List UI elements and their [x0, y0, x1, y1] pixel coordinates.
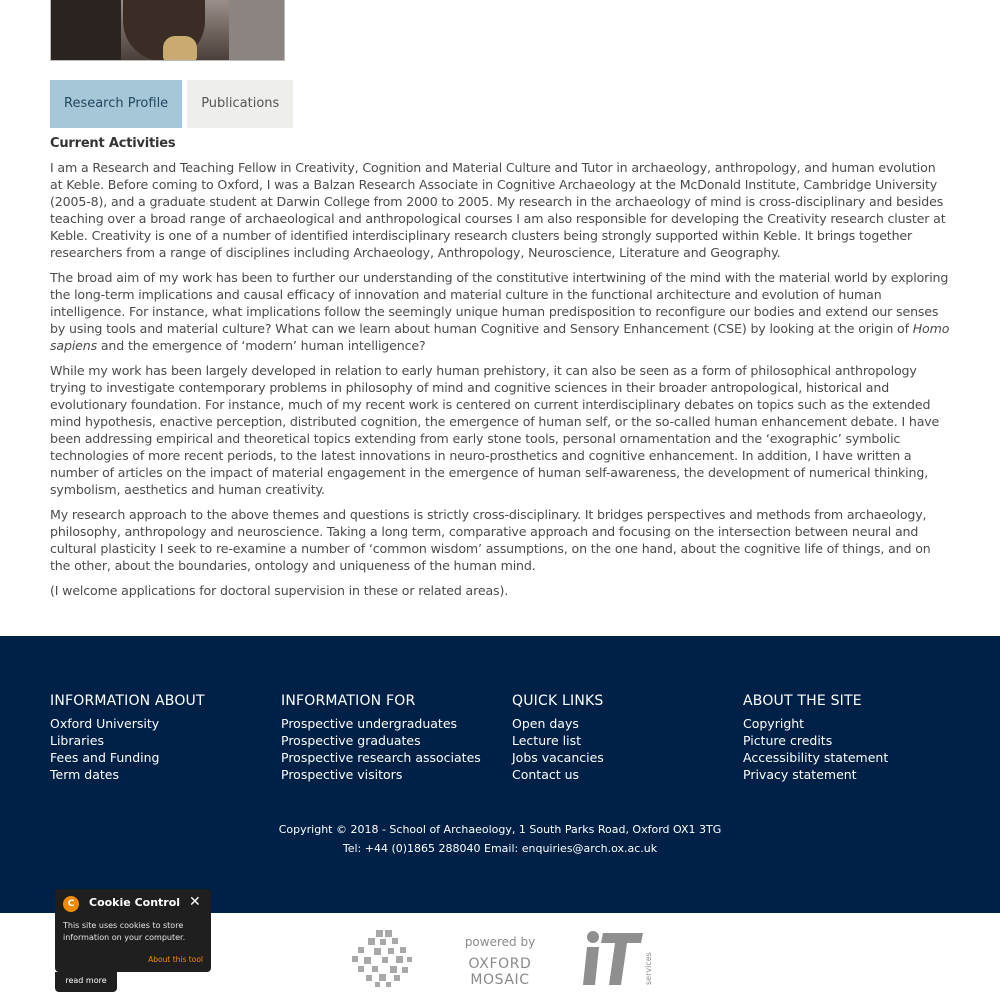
footer-link-prospective-undergraduates[interactable]: Prospective undergraduates — [281, 716, 458, 731]
tab-research-profile[interactable]: Research Profile — [50, 80, 182, 128]
footer-link-libraries[interactable]: Libraries — [50, 733, 104, 748]
paragraph-2-italic: Homo sapiens — [50, 321, 950, 353]
mosaic-logo-icon[interactable] — [350, 928, 414, 988]
photo-object-shape — [163, 36, 197, 61]
footer-link-privacy-statement[interactable]: Privacy statement — [743, 767, 857, 782]
photo-background-shape — [229, 0, 284, 61]
footer-column-information-for — [281, 693, 506, 783]
footer-link-contact-us[interactable]: Contact us — [512, 767, 580, 782]
paragraph-5: (I welcome applications for doctoral supervision in these or related areas). — [50, 583, 509, 598]
cookie-read-more-button[interactable]: read more — [55, 972, 117, 992]
powered-by-text: powered by — [464, 935, 536, 949]
footer-link-oxford-university[interactable]: Oxford University — [50, 716, 160, 731]
research-profile-content — [50, 135, 950, 607]
footer-column-title: INFORMATION ABOUT — [50, 693, 205, 709]
footer-link-lecture-list[interactable]: Lecture list — [512, 733, 582, 748]
it-services-text: services — [644, 952, 653, 985]
footer-column-title: QUICK LINKS — [512, 693, 604, 709]
footer-link-picture-credits[interactable]: Picture credits — [743, 733, 833, 748]
footer-column-title: ABOUT THE SITE — [743, 693, 862, 709]
footer-column-information-about — [50, 693, 275, 783]
photo-hair-shape — [51, 0, 121, 61]
footer-link-copyright[interactable]: Copyright — [743, 716, 805, 731]
footer-link-open-days[interactable]: Open days — [512, 716, 579, 731]
footer-column-title: INFORMATION FOR — [281, 693, 416, 709]
footer-link-jobs-vacancies[interactable]: Jobs vacancies — [512, 750, 604, 765]
footer-link-term-dates[interactable]: Term dates — [50, 767, 119, 782]
footer-column-quick-links — [512, 693, 737, 783]
paragraph-2-text-a: The broad aim of my work has been to further our understanding of the constitutive intertwining of the mind with the material world by exploring the long-term implications and causal efficacy of innovation and material culture in the functional architecture and evolution of human intelligence. For instance, what implications follow the seemingly unique human predisposition to reconfigure our bodies and extend our senses by using tools and material culture? What can we learn about human Cognitive and Sensory Enhancement (CSE) by looking at the origin of — [50, 270, 949, 336]
paragraph-4: My research approach to the above themes and questions is strictly cross-disciplinary. It bridges perspectives and methods from archaeology, philosophy, anthropology and neuroscience. Taking a long term, comparative approach and focusing on the intersection between neural and cultural plasticity I seek to re-examine a number of ‘common wisdom’ assumptions, on the one hand, about the cognitive life of things, and on the other, about the boundaries, ontology and uniqueness of the human mind. — [50, 507, 931, 573]
cookie-title: Cookie Control — [89, 896, 181, 909]
oxford-mosaic-logo[interactable] — [440, 935, 560, 988]
footer-link-prospective-visitors[interactable]: Prospective visitors — [281, 767, 403, 782]
footer-link-prospective-research-associates[interactable]: Prospective research associates — [281, 750, 481, 765]
tab-publications[interactable]: Publications — [187, 80, 293, 128]
footer-contact: Tel: +44 (0)1865 288040 Email: enquiries@arch.ox.ac.uk — [342, 842, 658, 855]
footer-link-fees-and-funding[interactable]: Fees and Funding — [50, 750, 160, 765]
cookie-control-panel — [55, 889, 211, 972]
close-icon[interactable]: ✕ — [189, 894, 201, 910]
paragraph-1: I am a Research and Teaching Fellow in Creativity, Cognition and Material Culture and Tutor in archaeology, anthropology, and human evolution at Keble. Before coming to Oxford, I was a Balzan Research Associate in Cognitive Archaeology at the McDonald Institute, Cambridge University (2005-8), and a graduate student at Darwin College from 2000 to 2005. My research in the archaeology of mind is cross-disciplinary and besides teaching over a broad range of archaeological and anthropological courses I am also responsible for developing the Creativity research cluster at Keble. Creativity is one of a number of identified interdisciplinary research clusters being strongly supported within Keble. It brings together researchers from a range of disciplines including Archaeology, Anthropology, Neuroscience, Literature and Geography. — [50, 160, 946, 260]
paragraph-3: While my work has been largely developed in relation to early human prehistory, it can also be seen as a form of philosophical anthropology trying to investigate contemporary problems in philosophy of mind and cognitive sciences in their broader antropological, historical and evolutionary foundation. For instance, much of my recent work is centered on current interdisciplinary debates on topics such as the extended mind hypothesis, enactive perception, distributed cognition, the emergence of human self, or the so-called human enhancement debate. I have been addressing empirical and theoretical topics extending from early stone tools, personal ornamentation and the ‘exographic’ symbolic technologies of more recent periods, to the latest innovations in neuro-prosthetics and cognitive enhancement. In addition, I have written a number of articles on the impact of material engagement in the emergence of human self-awareness, the development of numerical thinking, symbolism, aesthetics and human creativity. — [50, 363, 940, 497]
paragraph-2 — [50, 269, 950, 354]
profile-photo — [50, 0, 285, 61]
paragraph-2-text-b: and the emergence of ‘modern’ human intelligence? — [97, 338, 426, 353]
section-heading: Current Activities — [50, 136, 176, 151]
footer-link-accessibility-statement[interactable]: Accessibility statement — [743, 750, 889, 765]
cookie-message: This site uses cookies to store information on your computer. — [63, 921, 186, 942]
oxford-mosaic-text: OXFORD MOSAIC — [468, 956, 532, 988]
site-footer — [0, 636, 1000, 913]
footer-column-about-the-site — [743, 693, 968, 783]
footer-link-prospective-graduates[interactable]: Prospective graduates — [281, 733, 421, 748]
cookie-about-link[interactable]: About this tool — [148, 955, 203, 964]
it-services-logo-icon[interactable] — [583, 927, 655, 989]
cookie-icon: C — [63, 896, 79, 912]
profile-tabs — [50, 80, 293, 128]
footer-copyright: Copyright © 2018 - School of Archaeology, 1 South Parks Road, Oxford OX1 3TG — [278, 823, 722, 836]
